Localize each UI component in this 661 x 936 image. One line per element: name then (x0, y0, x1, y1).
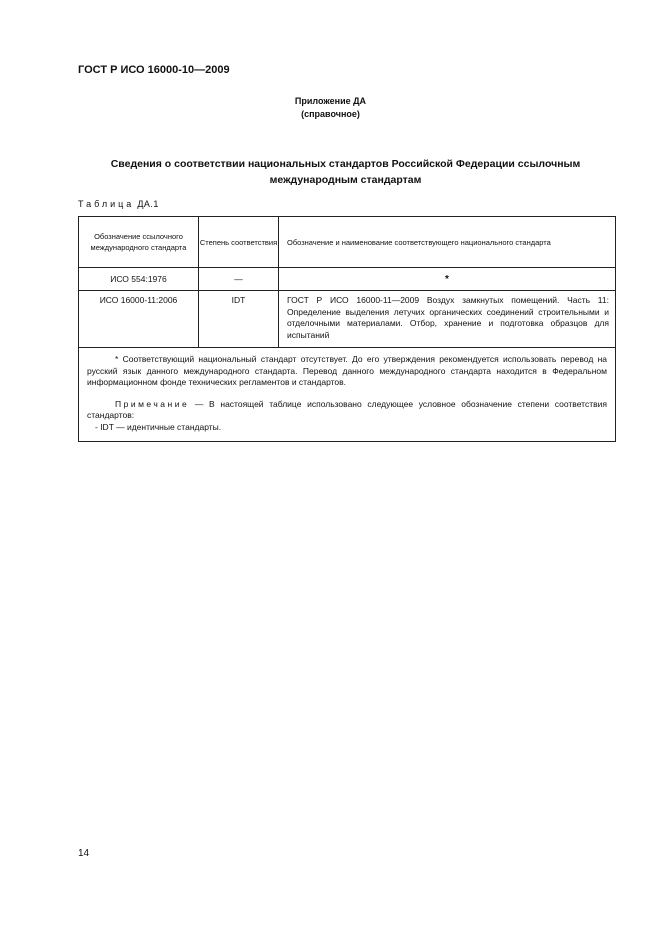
header-reference-standard: Обозначение ссылочного международного стандарта (79, 217, 199, 268)
note-item: - IDT — идентичные стандарты. (95, 421, 222, 432)
document-header: ГОСТ Р ИСО 16000-10—2009 (78, 64, 230, 76)
header-degree: Степень соответствия (199, 217, 279, 268)
cell-national: * (279, 268, 616, 291)
cell-degree: IDT (199, 291, 279, 348)
correspondence-table (78, 216, 616, 442)
table-label (78, 199, 159, 209)
annex-subtitle: (справочное) (301, 109, 360, 119)
table-header-row (79, 217, 616, 268)
cell-national: ГОСТ Р ИСО 16000-11—2009 Воздух замкнутых помещений. Часть 11: Определение выделения летучих органических соединений строительными и отделочными материалами. Отбор, хранение и подготовка образцов для испытаний (279, 291, 616, 348)
note-label: Примечание (115, 398, 190, 409)
footnote: * Соответствующий национальный стандарт отсутствует. До его утверждения рекомендуется использовать перевод на русский язык данного международного стандарта. Перевод данного международного стандарта находится в Федеральном информационном фонде технических регламентов и стандартов. (87, 354, 607, 387)
page-number: 14 (78, 848, 90, 859)
note (87, 399, 607, 422)
table-label-prefix: Таблица (78, 199, 135, 209)
table-label-number: ДА.1 (137, 199, 159, 209)
section-title-line1: Сведения о соответствии национальных стандартов Российской Федерации ссылочным (110, 158, 581, 170)
header-national-standard: Обозначение и наименование соответствующего национального стандарта (279, 217, 616, 268)
section-title (80, 156, 611, 188)
note-text: — В настоящей таблице использовано следующее условное обозначение степени соответствия стандартов: (87, 398, 607, 420)
table-row (79, 291, 616, 348)
table-row (79, 268, 616, 291)
cell-degree: — (199, 268, 279, 291)
annex-title: Приложение ДА (294, 96, 367, 106)
table-notes (79, 348, 616, 442)
section-title-line2: международным стандартам (269, 174, 422, 186)
table-notes-row (79, 348, 616, 442)
cell-reference: ИСО 16000-11:2006 (79, 291, 199, 348)
cell-reference: ИСО 554:1976 (79, 268, 199, 291)
